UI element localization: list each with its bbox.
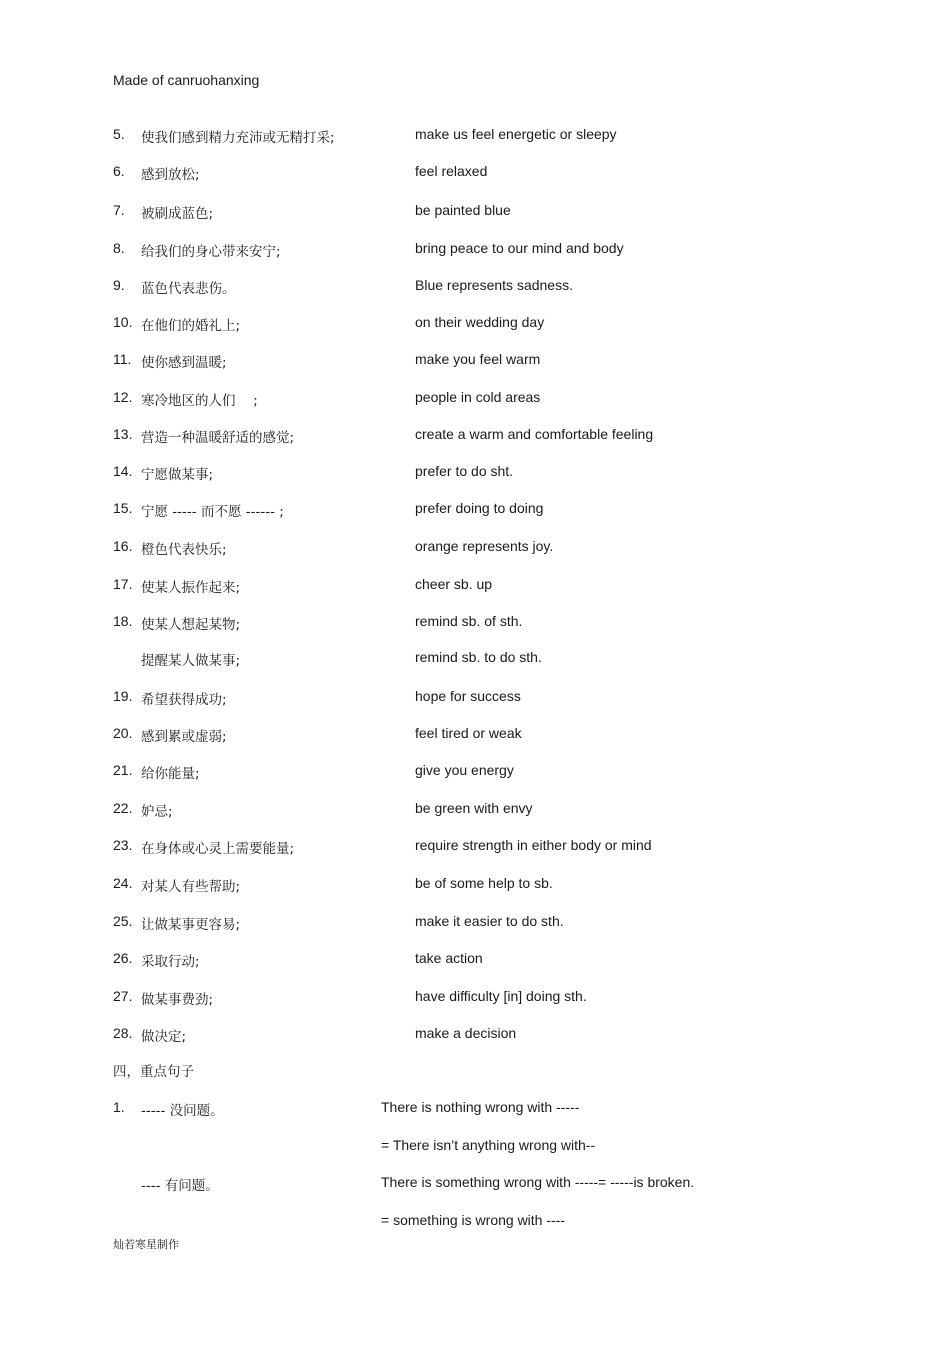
phrase-english: be of some help to sb. [415,875,553,891]
phrase-row [0,576,950,596]
phrase-chinese: 采取行动; [141,954,200,970]
sentence-row [0,1212,950,1232]
phrase-number: 27. [113,988,133,1004]
phrase-row [0,351,950,371]
phrase-english: make it easier to do sth. [415,913,564,929]
sentence-english: = something is wrong with ---- [381,1212,566,1228]
phrase-chinese: 使某人振作起来; [141,580,241,596]
phrase-row [0,277,950,297]
phrase-number: 25. [113,913,133,929]
phrase-number: 22. [113,800,133,816]
phrase-number: 17. [113,576,133,592]
phrase-english: remind sb. of sth. [415,613,523,629]
phrase-chinese: 做某事费劲; [141,992,214,1008]
sentence-number: 1. [113,1099,125,1115]
phrase-number: 8. [113,240,125,256]
phrase-chinese: 宁愿做某事; [141,467,214,483]
phrase-number: 19. [113,688,133,704]
phrase-chinese: 给我们的身心带来安宁; [141,244,281,260]
phrase-chinese: 让做某事更容易; [141,917,241,933]
phrase-chinese: 蓝色代表悲伤。 [141,281,236,297]
phrase-english: cheer sb. up [415,576,493,592]
phrase-chinese: 宁愿 ----- 而不愿 ------ ; [141,504,284,520]
phrase-english: take action [415,950,483,966]
phrase-number: 12. [113,389,133,405]
section-title: 四，重点句子 [113,1064,194,1080]
sentence-chinese: ----- 没问题。 [141,1103,224,1119]
sentence-english: There is something wrong with -----= -----is broken. [381,1174,695,1190]
phrase-row [0,202,950,222]
phrase-english: be green with envy [415,800,533,816]
sentence-chinese: ---- 有问题。 [141,1178,219,1194]
phrase-chinese: 对某人有些帮助; [141,879,241,895]
phrase-chinese: 被刷成蓝色; [141,206,214,222]
phrase-row [0,463,950,483]
phrase-english: remind sb. to do sth. [415,649,542,665]
phrase-number: 6. [113,163,125,179]
phrase-english: prefer to do sht. [415,463,514,479]
phrase-number: 20. [113,725,133,741]
phrase-english: give you energy [415,762,514,778]
phrase-row [0,950,950,970]
phrase-row [0,800,950,820]
phrase-chinese: 妒忌; [141,804,173,820]
phrase-chinese: 寒冷地区的人们 ; [141,393,258,409]
phrase-row [0,426,950,446]
phrase-number: 7. [113,202,125,218]
sentence-english: = There isn’t anything wrong with-- [381,1137,596,1153]
phrase-chinese: 使我们感到精力充沛或无精打采; [141,130,335,146]
sentence-row [0,1174,950,1194]
phrase-english: prefer doing to doing [415,500,544,516]
phrase-row [0,314,950,334]
phrase-chinese: 橙色代表快乐; [141,542,227,558]
phrase-english: on their wedding day [415,314,545,330]
phrase-number: 14. [113,463,133,479]
phrase-number: 10. [113,314,133,330]
phrase-english: have difficulty [in] doing sth. [415,988,587,1004]
phrase-row [0,875,950,895]
phrase-row [0,1025,950,1045]
phrase-row [0,389,950,409]
phrase-english: make us feel energetic or sleepy [415,126,617,142]
sentence-english: There is nothing wrong with ----- [381,1099,580,1115]
phrase-number: 15. [113,500,133,516]
phrase-english: require strength in either body or mind [415,837,652,853]
phrase-english: make a decision [415,1025,517,1041]
phrase-number: 5. [113,126,125,142]
phrase-chinese: 感到累或虚弱; [141,729,227,745]
phrase-number: 21. [113,762,133,778]
phrase-row [0,538,950,558]
phrase-chinese: 营造一种温暖舒适的感觉; [141,430,295,446]
phrase-row [0,913,950,933]
phrase-number: 23. [113,837,133,853]
phrase-english: create a warm and comfortable feeling [415,426,654,442]
phrase-row [0,163,950,183]
sentence-row [0,1137,950,1157]
phrase-english: be painted blue [415,202,511,218]
phrase-row [0,725,950,745]
phrase-row [0,988,950,1008]
phrase-row [0,613,950,633]
phrase-english: hope for success [415,688,521,704]
phrase-row [0,688,950,708]
phrase-number: 28. [113,1025,133,1041]
phrase-chinese: 在他们的婚礼上; [141,318,241,334]
page-header: Made of canruohanxing [113,72,260,88]
phrase-chinese: 感到放松; [141,167,200,183]
phrase-chinese: 在身体或心灵上需要能量; [141,841,295,857]
phrase-chinese: 做决定; [141,1029,187,1045]
phrase-english: feel relaxed [415,163,488,179]
phrase-number: 18. [113,613,133,629]
phrase-number: 13. [113,426,133,442]
phrase-english: Blue represents sadness. [415,277,573,293]
phrase-english: make you feel warm [415,351,541,367]
phrase-chinese: 使某人想起某物; [141,617,241,633]
phrase-english: orange represents joy. [415,538,554,554]
phrase-chinese: 提醒某人做某事; [141,653,241,669]
phrase-english: bring peace to our mind and body [415,240,624,256]
phrase-number: 9. [113,277,125,293]
phrase-number: 11. [113,351,132,367]
phrase-number: 16. [113,538,133,554]
phrase-number: 24. [113,875,133,891]
phrase-row [0,126,950,146]
phrase-row [0,837,950,857]
phrase-row [0,500,950,520]
phrase-chinese: 希望获得成功; [141,692,227,708]
phrase-row [0,762,950,782]
phrase-english: people in cold areas [415,389,541,405]
phrase-row [0,649,950,669]
phrase-row [0,240,950,260]
phrase-number: 26. [113,950,133,966]
phrase-chinese: 使你感到温暖; [141,355,227,371]
sentence-row [0,1099,950,1119]
phrase-chinese: 给你能量; [141,766,200,782]
page-footer: 灿若寒星制作 [113,1238,179,1251]
phrase-english: feel tired or weak [415,725,522,741]
